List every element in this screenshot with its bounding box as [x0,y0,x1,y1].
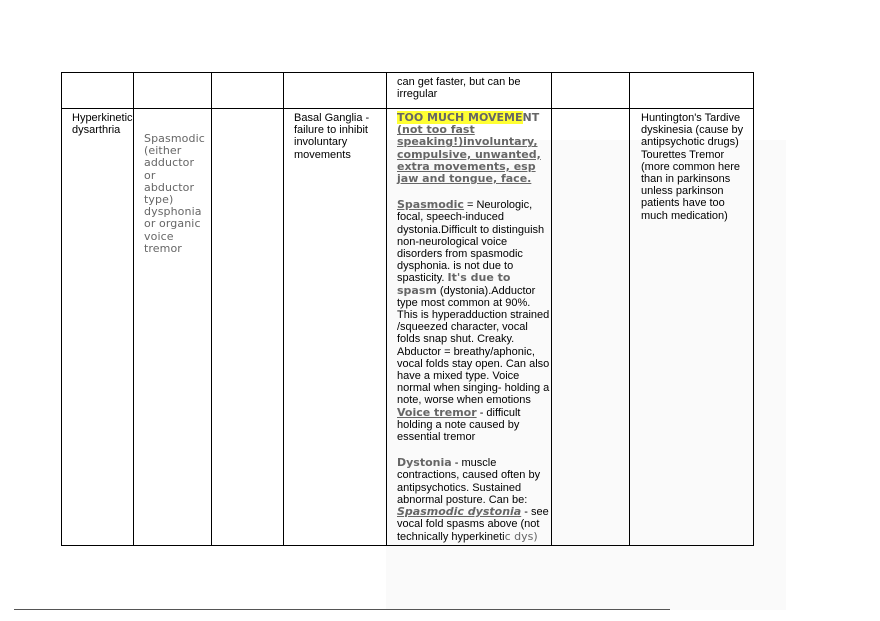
table-row [62,109,754,546]
cell-description [387,73,552,109]
term-spasmodic: Spasmodic [397,198,464,212]
cell-characteristics [387,109,552,546]
voice-disorder-text: Spasmodic (either adductor or abductor type) dysphonia or organic voice tremor [144,132,205,255]
spasmodic-dystonia-tail: c dys) [504,529,538,543]
cell [134,73,212,109]
dysarthria-table [61,72,754,546]
highlight-tail: NT [522,111,540,124]
cell-conditions [630,109,754,546]
table-row [62,73,754,109]
cell-text: can get faster, but can be irregular [397,76,521,101]
dysarthria-type: Hyperkinetic dysarthria [72,112,133,137]
cell [552,109,630,546]
lead-text: (not too fast speaking!)involuntary, compulsive, unwanted, extra movements, esp jaw and tongue, face. [397,123,541,186]
spasmodic-text-1: = Neurologic, focal, speech-induced dystonia.Difficult to distinguish non-neurological voice disorders from spasmodic dysphonia. is not due to spasticity. [397,199,545,285]
cell [284,73,387,109]
term-dystonia: Dystonia [397,456,452,470]
tremor-text: - difficult holding a note caused by essential tremor [397,406,521,444]
spasmodic-dystonia-text: - see vocal fold spasms above (not technically hyperkineti [397,506,549,543]
cell [212,109,284,546]
conditions-text: Huntington's Tardive dyskinesia (cause by antipsychotic drugs) Tourettes Tremor (more common here than in parkinsons unless parkinson patients have too much medication) [641,112,744,222]
spasm-cause: It's due to spasm [397,271,511,297]
cell-voice-disorder [134,109,212,546]
highlight-text: TOO MUCH MOVEME [397,111,523,124]
footer-divider [14,609,670,610]
dystonia-text: - muscle contractions, caused often by antipsychotics. Sustained abnormal posture. Can be: [397,457,541,506]
cell-site-of-lesion [284,109,387,546]
cell [630,73,754,109]
cell [212,73,284,109]
term-spasmodic-dystonia: Spasmodic dystonia [397,505,522,519]
cell [62,73,134,109]
cell-type [62,109,134,546]
term-voice-tremor: Voice tremor [397,405,477,419]
spasmodic-text-2: (dystonia).Adductor type most common at 90%. This is hyperadduction strained /squeezed character, vocal folds snap shut. Creaky. Abductor = breathy/aphonic, vocal folds stay open. Can also have a mixed type. Voice normal when singing- holding a note, worse when emotions [397,284,550,407]
lesion-text: Basal Ganglia - failure to inhibit involuntary movements [294,112,370,161]
cell [552,73,630,109]
